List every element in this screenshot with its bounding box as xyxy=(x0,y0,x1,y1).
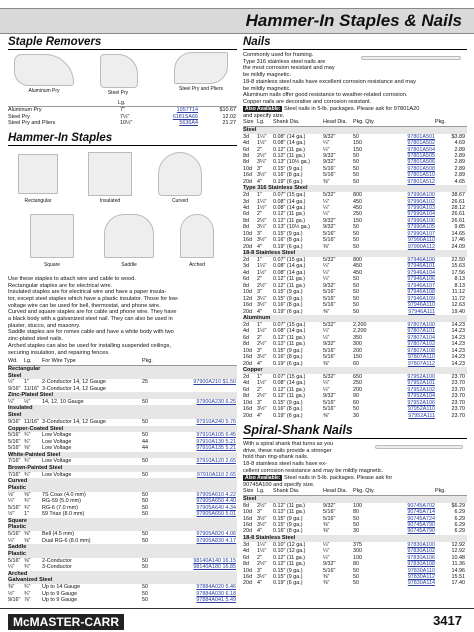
part-number-link[interactable]: 97905A820 4.06 xyxy=(196,531,236,538)
part-number-link[interactable]: 97884A041 5.49 xyxy=(196,597,236,604)
spiral-availability-note: 90745A100 and specify size. xyxy=(243,481,315,488)
table-header: Lg. xyxy=(8,100,237,107)
arched-staple-image xyxy=(180,214,214,258)
table-row: 16d 3½" 0.16" (8 ga.) 5/16" 50 97990A110 17.46 xyxy=(243,237,465,244)
part-number-link[interactable]: 97990A107 xyxy=(407,230,435,237)
part-number-link[interactable]: 98140A180 16.85 xyxy=(193,564,236,571)
table-row: 10d 3" 0.15" (9 ga.) 5/16" 50 97801A508 2.89 xyxy=(243,165,465,172)
part-number-link[interactable]: 97952A100 xyxy=(407,373,435,380)
nails-availability: Also Available: Steel nails in 5-lb. packages. Please ask for 97801A20 xyxy=(245,106,420,112)
curved-staple-image xyxy=(158,152,202,196)
table-row: 7/16" ¾" Low Voltage 50 97910A110 2.65 xyxy=(8,471,236,478)
group-label: Steel xyxy=(243,127,467,134)
part-number-link[interactable]: 97807A112 xyxy=(407,360,435,367)
part-number-link[interactable]: 97905A650 5.01 xyxy=(196,511,236,518)
table-row: 5/16" ¾" Low Voltage 50 97910A105 6.45 xyxy=(8,432,236,439)
text-line: cellent corrosion resistance and may be mildly magnetic. xyxy=(243,467,384,474)
table-row: 2d 1" 0.07" (15 ga.) 5/32" 650 97952A100 23.70 xyxy=(243,373,465,380)
table-row: 4d 1½" 0.10" (12 ga.) ¼" 300 97830A102 12.92 xyxy=(243,548,465,555)
group-label: Plastic xyxy=(8,551,237,558)
part-number-link[interactable]: 97990A110 xyxy=(407,237,435,244)
table-row: ¼" ½" 14, 12, 10 Gauge 50 97900A230 6.25 xyxy=(8,399,236,405)
part-number-link[interactable]: 97910A110 2.65 xyxy=(196,471,236,478)
staples-table-header: Wd. Lg. For Wire Type Pkg. xyxy=(8,358,237,365)
part-number-link[interactable]: 97990A100 xyxy=(407,192,435,199)
table-row: 8d 2½" 0.12" (11 ga.) 9/32" 100 90745A702 $6.29 xyxy=(243,502,465,509)
part-number-link[interactable]: 97990A112 xyxy=(407,243,435,250)
part-number-link[interactable]: 90745A790 xyxy=(407,521,435,528)
part-number-link[interactable]: 90745A790 xyxy=(407,528,435,535)
table-row: Aluminum Pry 7" 1957T14 $10.67 xyxy=(8,107,236,114)
staple-removers-table xyxy=(8,107,237,126)
group-label: Type 316 Stainless Steel xyxy=(243,185,467,192)
table-row: 3d 1¼" 0.08" (14 ga.) 9/32" 50 97801A501 $3.89 xyxy=(243,133,465,140)
part-number-link[interactable]: 97910A105 6.45 xyxy=(196,432,236,439)
part-number-link[interactable]: 97952A102 xyxy=(407,386,435,393)
staple-removers-title: Staple Removers xyxy=(8,36,237,50)
table-row: Steel Pry and Pliers 10½" 5636A4 21.27 xyxy=(8,120,236,127)
group-label: 18-8 Stainless Steel xyxy=(243,250,467,257)
left-column xyxy=(8,36,237,606)
part-number-link[interactable]: 1957T14 xyxy=(176,107,198,114)
part-number-link[interactable]: 97807A100 xyxy=(407,321,435,328)
staple-removers-images xyxy=(8,52,237,100)
text-line: Saddle staples are for romex cable and have a white body with two xyxy=(8,329,174,336)
table-row: 10d 3" 0.15" (9 ga.) 5/16" 50 97990A107 14.65 xyxy=(243,230,465,237)
part-number-link[interactable]: 97900A210 $1.50 xyxy=(193,379,236,386)
table-row: 5/16" ¾" Low Voltage 44 97910A130 5.21 xyxy=(8,438,236,445)
table-row: 6d 2" 0.12" (11 ga.) ¼" 200 97952A102 23.70 xyxy=(243,386,465,393)
part-number-link[interactable]: 97830A106 xyxy=(407,554,435,561)
text-line: Commonly used for framing. xyxy=(243,52,314,58)
part-number-link[interactable]: 97946A110 xyxy=(407,302,435,309)
table-row: 5/16" ⅝" 2-Conductor 50 98140A140 16.15 xyxy=(8,557,236,564)
table-row: 8d 2½" 0.12" (11 ga.) 9/32" 150 97990A106 26.61 xyxy=(243,217,465,224)
nail-image xyxy=(361,56,461,60)
table-row: ¼" ⅝" Dual RG-6 (8.0 mm) 50 97905A830 4.17 xyxy=(8,537,236,544)
table-row: 20d 4" 0.19" (6 ga.) ⅜" 50 97990A112 24.09 xyxy=(243,243,465,250)
table-row: 4d 1½" 0.08" (14 ga.) ¼" 150 97801A502 4.69 xyxy=(243,140,465,147)
part-number-link[interactable]: 97946A107 xyxy=(407,282,435,289)
table-row: 6d 2" 0.12" (11 ga.) ¼" 100 97830A106 10.48 xyxy=(243,554,465,561)
group-label: Copper-Coated Steel xyxy=(8,426,237,433)
table-row: 6d 2" 0.12" (11 ga.) ¼" 350 97807A104 14.23 xyxy=(243,334,465,341)
table-row: 16d 3½" 0.16" (8 ga.) 5/16" 50 97952A110 23.70 xyxy=(243,406,465,413)
insulated-staple-image xyxy=(88,152,132,196)
group-label: Galvanized Steel xyxy=(8,577,237,584)
group-label: Insulated xyxy=(8,405,237,412)
spiral-table xyxy=(243,496,467,587)
text-line: drive, these nails provide a stronger xyxy=(243,447,332,454)
part-number-link[interactable]: 97990A105 xyxy=(407,224,435,231)
text-line: tor, except steel staples which have a plastic insulator. Those for low- xyxy=(8,295,179,302)
part-number-link[interactable]: 97946A109 xyxy=(407,295,435,302)
part-number-link[interactable]: 97801A505 xyxy=(407,153,435,160)
part-number-link[interactable]: 97910A240 5.76 xyxy=(196,419,236,426)
table-row: 9/16" 11/16" 3-Conductor 14, 12 Gauge xyxy=(8,386,237,392)
group-label: Plastic xyxy=(8,485,237,492)
table-row: ⅛" ⅝" 7S Coax (4.0 mm) 50 97905A610 4.22 xyxy=(8,491,236,498)
part-number-link[interactable]: 97910A130 5.21 xyxy=(196,438,236,445)
nails-table xyxy=(243,127,467,419)
part-number-link[interactable]: 97952A110 xyxy=(407,406,435,413)
text-line: Copper nails are decorative and corrosion resistant. xyxy=(243,98,372,105)
table-row: 8d 2½" 0.12" (11 ga.) 9/32" 50 97801A505 2.89 xyxy=(243,153,465,160)
table-row: 16d 3½" 0.15" (9 ga.) 5/16" 50 90745A724 6.29 xyxy=(243,515,465,522)
staples-description xyxy=(8,276,237,356)
part-number-link[interactable]: 97946A101 xyxy=(407,263,435,270)
group-label: Plastic xyxy=(8,524,237,531)
text-line: hold than ring-shank nails. xyxy=(243,454,309,461)
part-number-link[interactable]: 97905A830 4.17 xyxy=(196,537,236,544)
nails-availability-note: and specify size. xyxy=(243,112,285,119)
table-row: 5/16" ¾" RG-6 (7.0 mm) 50 97905A640 4.34 xyxy=(8,504,236,511)
part-number-link[interactable]: 97830A100 xyxy=(407,541,435,548)
table-row: 16d 3½" 0.16" (8 ga.) 5/16" 150 97807A110 14.23 xyxy=(243,354,465,361)
saddle-staple-image xyxy=(104,214,154,258)
table-row: 20d 4" 0.19" (6 ga.) ⅜" 60 97807A112 14.23 xyxy=(243,360,465,367)
group-label: Rectangular xyxy=(8,366,237,373)
pliers-image xyxy=(174,52,228,84)
part-number-link[interactable]: 97910A135 5.21 xyxy=(196,445,236,452)
text-line: Curved and square staples are for cable and phone wire. They have xyxy=(8,309,177,316)
table-row: 20d 4" 0.16" (8 ga.) ⅜" 30 90745A790 6.29 xyxy=(243,528,465,535)
spiral-nail-image xyxy=(375,445,463,449)
table-row: 20d 4" 0.19" (6 ga.) ⅜" 50 97946A111 19.40 xyxy=(243,308,465,315)
part-number-link[interactable]: 97830A114 xyxy=(407,580,435,587)
part-number-link[interactable]: 97801A512 xyxy=(407,178,435,185)
part-number-link[interactable]: 97807A104 xyxy=(407,334,435,341)
part-number-link[interactable]: 97830A112 xyxy=(407,573,435,580)
text-line: be mildly magnetic. xyxy=(243,72,291,79)
part-number-link[interactable]: 97946A104 xyxy=(407,269,435,276)
text-line: 18-8 stainless steel nails have ex- xyxy=(243,461,327,468)
square-staple-image xyxy=(30,214,74,258)
part-number-link[interactable]: 97990A102 xyxy=(407,198,435,205)
part-number-link[interactable]: 97801A502 xyxy=(407,140,435,147)
staples-table xyxy=(8,366,237,604)
part-number-link[interactable]: 97910A120 2.65 xyxy=(196,458,236,465)
spiral-table-header: Size Lg. Shank Dia. Head Dia. Pkg. Qty. Pkg. xyxy=(243,488,467,495)
nails-table-header: Size Lg. Shank Dia. Head Dia. Pkg. Qty. Pkg. xyxy=(243,119,467,126)
table-row: ¼" ¾" 3-Conductor 50 98140A180 16.85 xyxy=(8,564,236,571)
part-number-link[interactable]: 97905A650 4.40 xyxy=(196,498,236,505)
group-label: Steel xyxy=(8,373,237,380)
caption: Curved xyxy=(171,197,189,204)
table-row: ¼" ¾" RG-59 (5.0 mm) 50 97905A650 4.40 xyxy=(8,498,236,505)
part-number-link[interactable]: 97807A110 xyxy=(407,354,435,361)
table-row: 7/16" ¾" Low Voltage 50 97910A120 2.65 xyxy=(8,458,236,465)
table-row: 6d 2" 0.12" (11 ga.) ¼" 150 97801A504 2.89 xyxy=(243,146,465,153)
part-number-link[interactable]: 97801A504 xyxy=(407,146,435,153)
part-number-link[interactable]: 97990A103 xyxy=(407,204,435,211)
table-row: 16d 3½" 0.16" (8 ga.) 5/16" 50 97801A510 2.89 xyxy=(243,172,465,179)
steel-pry-image xyxy=(100,54,138,88)
text-line: the most corrosion resistant and may xyxy=(243,65,335,72)
table-row: 16d 3½" 0.16" (8 ga.) 5/16" 50 97946A110 12.63 xyxy=(243,302,465,309)
part-number-link[interactable]: 97990A106 xyxy=(407,217,435,224)
part-number-link[interactable]: 97900A230 6.25 xyxy=(196,399,236,405)
text-line: zinc-plated steel nails. xyxy=(8,336,64,343)
part-number-link[interactable]: 97946A108 xyxy=(407,289,435,296)
table-row: 8d 2½" 0.12" (11 ga.) 9/32" 50 97946A107 8.13 xyxy=(243,282,465,289)
page-footer xyxy=(0,608,474,632)
table-row: 5/16" ⅝" Low Voltage 44 97910A135 5.21 xyxy=(8,445,236,452)
table-row: ½" ¾" Up to 9 Gauge 50 97884A030 6.18 xyxy=(8,590,236,597)
text-line: securing insulation, and repairing fences. xyxy=(8,349,110,356)
table-row: 2d 1" 0.07" (15 ga.) 5/32" 800 97946A100 22.50 xyxy=(243,256,465,263)
mcmaster-logo: McMASTER-CARR xyxy=(8,614,124,630)
text-line: Aluminum nails offer good resistance to weather-related corrosion. xyxy=(243,92,408,99)
group-label: Steel xyxy=(243,496,467,503)
part-number-link[interactable]: 97946A100 xyxy=(407,256,435,263)
part-number-link[interactable]: 90745A702 xyxy=(407,502,435,509)
table-row: 4d 1½" 0.08" (14 ga.) ¼" 250 97952A101 23.70 xyxy=(243,380,465,387)
table-row: ½" 1" 2-Conductor 14, 12 Gauge 25 97900A210 $1.50 xyxy=(8,379,236,386)
part-number-link[interactable]: 97952A101 xyxy=(407,380,435,387)
aluminum-pry-image xyxy=(14,54,74,86)
table-row: ½" 1" 59 Triax (8.0 mm) 50 97905A650 5.01 xyxy=(8,511,236,518)
table-row: 10d 3" 0.12" (11 ga.) 5/16" 80 90745A714 6.29 xyxy=(243,509,465,516)
caption: Saddle xyxy=(121,261,137,268)
table-row: 8d 3¼" 0.13" (10½ ga.) 9/32" 50 97801A506 2.89 xyxy=(243,159,465,166)
table-row: 12d 3¼" 0.15" (9 ga.) 5/16" 50 97946A109 11.72 xyxy=(243,295,465,302)
part-number-link[interactable]: 97952A104 xyxy=(407,393,435,400)
part-number-link[interactable]: 97884A030 6.18 xyxy=(196,590,236,597)
table-row: 10d 3" 0.15" (9 ga.) 5/16" 50 97830A110 14.96 xyxy=(243,567,465,574)
table-row: 3d 1¼" 0.10" (12 ga.) ¼" 375 97830A100 12.92 xyxy=(243,541,465,548)
part-number-link[interactable]: 97946A111 xyxy=(408,308,435,315)
caption: Arched xyxy=(189,261,205,268)
spiral-availability: Also Available: Steel nails in 5-lb. packages. Please ask for xyxy=(245,474,393,481)
part-number-link[interactable] xyxy=(160,386,236,392)
caption: Aluminum Pry xyxy=(28,88,60,94)
table-row: 16d 3½" 0.15" (9 ga.) ⅜" 50 90745A790 6.29 xyxy=(243,521,465,528)
caption: Insulated xyxy=(99,197,121,204)
nails-description xyxy=(243,52,467,106)
part-number-link[interactable]: 98140A140 16.15 xyxy=(193,557,236,564)
part-number-link[interactable]: 97801A510 xyxy=(407,172,435,179)
right-column xyxy=(243,36,467,606)
table-row: 9/16" 11/16" 3-Conductor 14, 12 Gauge 50 97910A240 5.76 xyxy=(8,419,236,426)
caption: Steel Pry and Pliers xyxy=(179,86,223,92)
spiral-nails-title: Spiral-Shank Nails xyxy=(243,423,467,439)
page-title: Hammer-In Staples & Nails xyxy=(245,11,462,30)
table-row: 5/16" ⅝" Bell (4.5 mm) 50 97905A820 4.06 xyxy=(8,531,236,538)
caption: Steel Pry xyxy=(107,90,129,96)
staples-images xyxy=(8,148,237,276)
table-row: 6d 2" 0.12" (11 ga.) ¼" 250 97990A104 26.61 xyxy=(243,211,465,218)
table-row: 9/16" ⅞" Up to 9 Gauge 50 97884A041 5.49 xyxy=(8,597,236,604)
part-number-link[interactable]: 97807A101 xyxy=(407,328,435,335)
table-row: 16d 3½" 0.15" (9 ga.) ⅜" 50 97830A112 15.51 xyxy=(243,573,465,580)
group-label: Square xyxy=(8,518,237,525)
part-number-link[interactable]: 6181SA66 xyxy=(172,113,198,120)
table-row: 3d 1¼" 0.08" (14 ga.) ¼" 450 97990A102 26.61 xyxy=(243,198,465,205)
text-line: Rectangular staples are for electrical wire. xyxy=(8,282,113,289)
table-row: 2d 1" 0.07" (15 ga.) 5/32" 2,200 97807A100 14.23 xyxy=(243,321,465,328)
group-label: 18-8 Stainless Steel xyxy=(243,535,467,542)
group-label: Saddle xyxy=(8,544,237,551)
text-line: With a spiral shank that turns as you xyxy=(243,440,334,447)
page-header xyxy=(0,8,474,34)
table-row: 4d 1½" 0.08" (14 ga.) ¼" 450 97946A104 17.56 xyxy=(243,269,465,276)
table-row: 10d 3" 0.15" (9 ga.) 5/16" 60 97952A106 23.70 xyxy=(243,399,465,406)
page-number: 3417 xyxy=(433,613,462,628)
part-number-link[interactable]: 90745A724 xyxy=(407,515,435,522)
part-number-link[interactable]: 97905A640 4.34 xyxy=(196,504,236,511)
nails-title: Nails xyxy=(243,36,467,50)
part-number-link[interactable]: 97952A111 xyxy=(408,412,435,419)
text-line: a black body with a galvanized steel nail. They can also be used in xyxy=(8,316,173,323)
caption: Rectangular xyxy=(24,197,52,204)
group-label: Aluminum xyxy=(243,315,467,322)
text-line: voltage wire can be used for bell, thermostat, and phone wire. xyxy=(8,302,161,309)
table-row: 3d 1¼" 0.08" (14 ga.) ¼" 450 97946A101 15.63 xyxy=(243,263,465,270)
part-number-link[interactable]: 97807A102 xyxy=(407,341,435,348)
table-row: 4d 1½" 0.08" (14 ga.) ¼" 2,200 97807A101 14.23 xyxy=(243,328,465,335)
table-row: 8d 2½" 0.12" (11 ga.) 9/32" 90 97952A104 23.70 xyxy=(243,393,465,400)
part-number-link[interactable]: 97990A104 xyxy=(407,211,435,218)
table-row: 6d 2" 0.12" (11 ga.) ¼" 50 97946A106 8.13 xyxy=(243,276,465,283)
table-row: 2d 1" 0.07" (15 ga.) 5/32" 800 97990A100 38.67 xyxy=(243,192,465,199)
part-number-link[interactable]: 97801A501 xyxy=(407,133,435,140)
text-line: plaster, stucco, and masonry. xyxy=(8,322,81,329)
group-label: Curved xyxy=(8,478,237,485)
table-row: 10d 3" 0.15" (9 ga.) 5/16" 50 97946A108 11.12 xyxy=(243,289,465,296)
table-row: Steel Pry 7½" 6181SA66 12.02 xyxy=(8,113,236,120)
text-line: Use these staples to attach wire and cable to wood. xyxy=(8,275,136,282)
part-number-link[interactable]: 97801A506 xyxy=(407,159,435,166)
table-row: ⅜" ¾" Up to 14 Gauge 50 97884A020 5.46 xyxy=(8,584,236,591)
table-row: 8d 2½" 0.12" (11 ga.) 9/32" 80 97830A108 11.36 xyxy=(243,561,465,568)
table-row: 20d 4" 0.19" (6 ga.) ⅜" 50 97801A512 4.65 xyxy=(243,178,465,185)
part-number-link[interactable]: 97830A110 xyxy=(407,567,435,574)
table-row: 8d 2½" 0.12" (11 ga.) 9/32" 300 97807A102 14.23 xyxy=(243,341,465,348)
group-label: Zinc-Plated Steel xyxy=(8,392,237,399)
group-label: Brown-Painted Steel xyxy=(8,465,237,472)
rectangular-staple-image xyxy=(18,154,58,194)
part-number-link[interactable]: 97830A102 xyxy=(407,548,435,555)
caption: Square xyxy=(43,261,61,268)
text-line: Insulated staples are for electrical wire and have a paper insula- xyxy=(8,289,167,296)
table-row: 8d 3¼" 0.13" (10½ ga.) 9/32" 50 97990A105 9.85 xyxy=(243,224,465,231)
group-label: Arched xyxy=(8,571,237,578)
part-number-link[interactable]: 97801A508 xyxy=(407,165,435,172)
table-row: 20d 4" 0.19" (6 ga.) ⅜" 50 97830A114 17.40 xyxy=(243,580,465,587)
part-number-link[interactable]: 90745A714 xyxy=(407,509,435,516)
part-number-link[interactable]: 97952A106 xyxy=(407,399,435,406)
part-number-link[interactable]: 97830A108 xyxy=(407,561,435,568)
part-number-link[interactable]: 5636A4 xyxy=(179,120,198,127)
table-row: 10d 3" 0.15" (9 ga.) 5/16" 200 97807A108 14.23 xyxy=(243,347,465,354)
text-line: Type 316 stainless steel nails are xyxy=(243,58,326,65)
table-row: 4d 1½" 0.08" (14 ga.) ¼" 450 97990A103 28.12 xyxy=(243,204,465,211)
part-number-link[interactable]: 97884A020 5.46 xyxy=(196,584,236,591)
part-number-link[interactable]: 97905A610 4.22 xyxy=(196,491,236,498)
table-row: 20d 4" 0.19" (6 ga.) ⅜" 30 97952A111 23.70 xyxy=(243,412,465,419)
part-number-link[interactable]: 97946A106 xyxy=(407,276,435,283)
text-line: Arched staples can also be used for installing suspended ceilings, xyxy=(8,342,171,349)
part-number-link[interactable]: 97807A108 xyxy=(407,347,435,354)
group-label: Steel xyxy=(8,412,237,419)
group-label: Copper xyxy=(243,367,467,374)
text-line: 18-8 stainless steel nails have excellent corrosion resistance and may xyxy=(243,78,416,85)
hammer-in-staples-title: Hammer-In Staples xyxy=(8,132,237,146)
group-label: White-Painted Steel xyxy=(8,452,237,459)
text-line: be mildly magnetic. xyxy=(243,85,291,92)
